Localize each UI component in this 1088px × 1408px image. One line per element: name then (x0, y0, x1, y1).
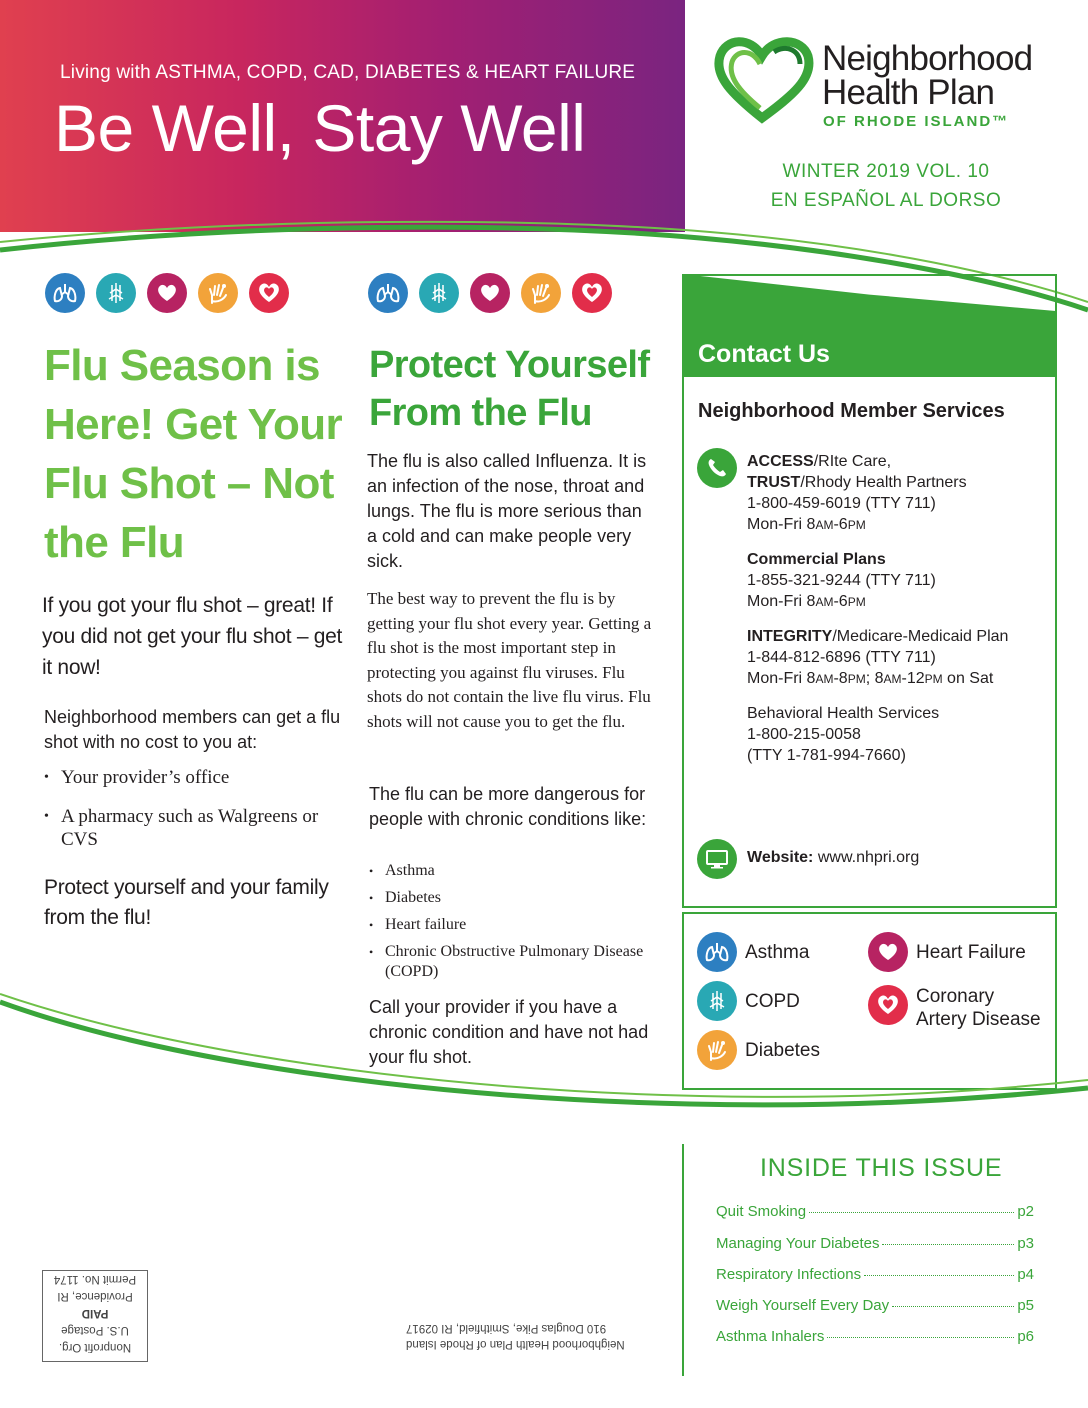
newsletter-title: Be Well, Stay Well (54, 91, 586, 165)
hours-text: -6 (833, 516, 848, 533)
pm-label: PM (847, 518, 866, 532)
logo-wordmark (822, 39, 1033, 112)
list-item: • Asthma (369, 861, 659, 881)
list-item: • Diabetes (369, 888, 659, 908)
article1-members: Neighborhood members can get a flu shot with no cost to you at: (44, 707, 341, 752)
behavioral-block (747, 703, 1047, 766)
commercial-block (747, 549, 1047, 613)
heart-icon (470, 273, 510, 313)
toc-item[interactable] (716, 1235, 1034, 1252)
pm-label: PM (924, 672, 943, 686)
am-label: AM (815, 595, 834, 609)
return-address (406, 1320, 648, 1352)
nhp-heart-logo-icon (712, 34, 816, 124)
lungs-icon (368, 273, 408, 313)
article1-places-list (44, 766, 344, 867)
legend-label-line: Artery Disease (916, 1009, 1041, 1030)
logo-line2: Health Plan (822, 73, 995, 112)
address-line: Neighborhood Health Plan of Rhode Island (406, 1338, 625, 1350)
toc-label: Quit Smoking (716, 1203, 807, 1220)
postage-permit (42, 1270, 148, 1362)
diabetes-hand-icon (521, 273, 561, 313)
permit-line: U.S. Postage (61, 1324, 129, 1336)
pm-label: PM (847, 595, 866, 609)
contact-subtitle: Neighborhood Member Services (698, 400, 1005, 422)
article2-paragraph2: The best way to prevent the flu is by getting your flu shot every year. Getting a flu shot is the most important step in protecting you against flu viruses. Flu shots do not contain the live flu virus. Flu shots will not cause you to get the flu. (367, 589, 652, 731)
access-hours (747, 514, 1047, 536)
toc-item[interactable] (716, 1266, 1034, 1283)
legend-asthma (697, 932, 809, 972)
heart-icon (147, 273, 187, 313)
legend-heart-failure (868, 932, 1026, 972)
toc-leader (864, 1275, 1014, 1276)
issue-date: WINTER 2019 VOL. 10 (782, 161, 990, 182)
diabetes-hand-icon (198, 273, 238, 313)
integrity-label: INTEGRITY (747, 628, 833, 645)
hours-text: -6 (833, 593, 848, 610)
lungs-icon (45, 273, 85, 313)
article1-heading: Flu Season is Here! Get Your Flu Shot – Not the Flu (44, 341, 343, 567)
hours-text: -8 (833, 670, 848, 687)
access-label: ACCESS (747, 453, 814, 470)
hours-text: on Sat (942, 670, 994, 687)
integrity-hours (747, 668, 1047, 690)
article2-paragraph4: Call your provider if you have a chronic condition and have not had your flu shot. (369, 997, 649, 1067)
contact-title: Contact Us (698, 340, 830, 368)
toc-page: p5 (1017, 1297, 1034, 1314)
hours-text: ; 8 (865, 670, 884, 687)
access-rest: /RIte Care, (813, 453, 892, 470)
integrity-phone[interactable]: 1-844-812-6896 (TTY 711) (747, 649, 936, 666)
commercial-phone[interactable]: 1-855-321-9244 (TTY 711) (747, 572, 936, 589)
behavioral-title: Behavioral Health Services (747, 705, 940, 722)
integrity-block (747, 626, 1047, 690)
legend-label: Asthma (745, 941, 810, 963)
commercial-hours (747, 591, 1047, 613)
inside-divider (682, 1144, 684, 1376)
toc-item[interactable] (716, 1203, 1034, 1220)
hours-text: Mon-Fri 8 (747, 670, 816, 687)
website-label: Website: (747, 849, 814, 866)
am-label: AM (815, 672, 834, 686)
permit-line: Providence, RI (57, 1290, 133, 1302)
coronary-heart-icon (249, 273, 289, 313)
bottom-swoosh-divider (0, 980, 1088, 1130)
article2-paragraph1: The flu is also called Influenza. It is an infection of the nose, throat and lungs. The flu is more serious than a cold and can make people very sick. (367, 451, 647, 571)
toc-leader (827, 1337, 1014, 1338)
permit-line: Permit No. 1174 (53, 1273, 137, 1285)
toc-label: Asthma Inhalers (716, 1328, 825, 1345)
phone-icon (697, 448, 737, 488)
legend-label-line: Coronary (916, 986, 995, 1007)
toc-page: p6 (1017, 1328, 1034, 1345)
website-line (747, 849, 919, 867)
legend-label: COPD (745, 990, 800, 1012)
list-item: • Your provider’s office (44, 766, 344, 789)
copd-icon (419, 273, 459, 313)
lungs-icon (697, 932, 737, 972)
am-label: AM (815, 518, 834, 532)
permit-line: Nonprofit Org. (58, 1341, 132, 1353)
legend-label: Diabetes (745, 1039, 820, 1061)
toc-label: Respiratory Infections (716, 1266, 862, 1283)
hours-text: Mon-Fri 8 (747, 516, 816, 533)
inside-title: INSIDE THIS ISSUE (760, 1154, 1003, 1182)
permit-line: PAID (81, 1307, 109, 1319)
toc-leader (892, 1306, 1014, 1307)
behavioral-phone[interactable]: 1-800-215-0058 (747, 726, 861, 743)
toc-page: p4 (1017, 1266, 1034, 1283)
toc-page: p2 (1017, 1203, 1034, 1220)
article1-closing: Protect yourself and your family from the flu! (44, 876, 329, 929)
logo-line1: Neighborhood (822, 39, 1033, 78)
legend-label: Heart Failure (916, 941, 1026, 963)
pm-label: PM (847, 672, 866, 686)
monitor-icon (697, 839, 737, 879)
article2-paragraph3: The flu can be more dangerous for people with chronic conditions like: (369, 784, 647, 829)
access-phone[interactable]: 1-800-459-6019 (TTY 711) (747, 495, 936, 512)
toc-leader (809, 1212, 1014, 1213)
logo-subtitle: OF RHODE ISLAND™ (823, 113, 1010, 130)
list-item: • A pharmacy such as Walgreens or CVS (44, 805, 344, 851)
condition-icons-col1 (45, 273, 289, 313)
newsletter-subtitle: Living with ASTHMA, COPD, CAD, DIABETES & HEART FAILURE (60, 62, 636, 83)
toc-label: Managing Your Diabetes (716, 1235, 880, 1252)
toc-label: Weigh Yourself Every Day (716, 1297, 890, 1314)
access-trust-block (747, 451, 1047, 536)
hours-text: Mon-Fri 8 (747, 593, 816, 610)
behavioral-tty: (TTY 1-781-994-7660) (747, 747, 906, 764)
trust-label: TRUST (747, 474, 801, 491)
article1-intro: If you got your flu shot – great! If you did not get your flu shot – get it now! (42, 594, 343, 679)
am-label: AM (883, 672, 902, 686)
article2-heading: Protect Yourself From the Flu (369, 344, 650, 434)
coronary-heart-icon (572, 273, 612, 313)
toc-page: p3 (1017, 1235, 1034, 1252)
integrity-rest: /Medicare-Medicaid Plan (832, 628, 1009, 645)
website-link[interactable]: www.nhpri.org (817, 849, 920, 866)
condition-icons-col2 (368, 273, 612, 313)
commercial-title: Commercial Plans (747, 551, 886, 568)
list-item: • Chronic Obstructive Pulmonary Disease (COPD) (369, 942, 659, 982)
article2-conditions-list (369, 861, 659, 989)
address-line: 910 Douglas Pike, Smithfield, RI 02917 (406, 1322, 607, 1334)
trust-rest: /Rhody Health Partners (800, 474, 967, 491)
toc-leader (882, 1244, 1014, 1245)
spanish-note: EN ESPAÑOL AL DORSO (770, 190, 1002, 211)
heart-icon (868, 932, 908, 972)
hours-text: -12 (901, 670, 925, 687)
toc-item[interactable] (716, 1297, 1034, 1314)
copd-icon (96, 273, 136, 313)
list-item: • Heart failure (369, 915, 659, 935)
toc-item[interactable] (716, 1328, 1034, 1345)
